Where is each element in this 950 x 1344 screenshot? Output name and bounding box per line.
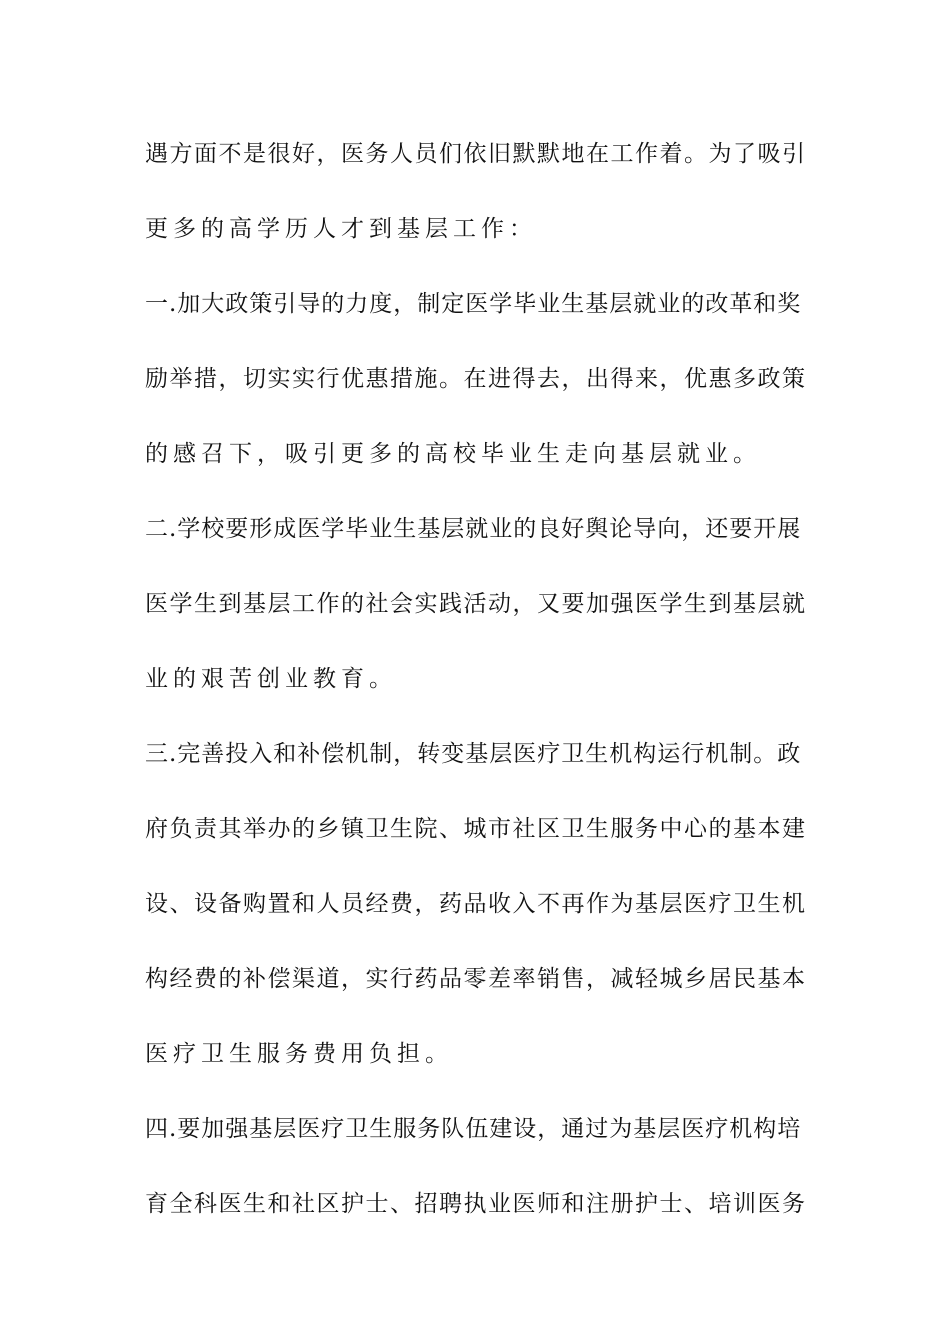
text-line: 设、设备购置和人员经费，药品收入不再作为基层医疗卫生机	[145, 891, 807, 917]
text-line: 四.要加强基层医疗卫生服务队伍建设，通过为基层医疗机构培	[145, 1116, 802, 1142]
text-line: 构经费的补偿渠道，实行药品零差率销售，减轻城乡居民基本	[145, 966, 807, 992]
text-line: 三.完善投入和补偿机制，转变基层医疗卫生机构运行机制。政	[145, 741, 802, 767]
text-line: 育全科医生和社区护士、招聘执业医师和注册护士、培训医务	[145, 1191, 807, 1217]
text-line: 更多的高学历人才到基层工作：	[145, 216, 537, 242]
text-line: 业的艰苦创业教育。	[145, 666, 397, 692]
text-line: 励举措，切实实行优惠措施。在进得去，出得来，优惠多政策	[145, 366, 807, 392]
text-line: 二.学校要形成医学毕业生基层就业的良好舆论导向，还要开展	[145, 516, 802, 542]
text-line: 医学生到基层工作的社会实践活动，又要加强医学生到基层就	[145, 591, 807, 617]
text-line: 府负责其举办的乡镇卫生院、城市社区卫生服务中心的基本建	[145, 816, 807, 842]
text-line: 一.加大政策引导的力度，制定医学毕业生基层就业的改革和奖	[145, 291, 802, 317]
text-line: 医疗卫生服务费用负担。	[145, 1041, 453, 1067]
text-line: 遇方面不是很好，医务人员们依旧默默地在工作着。为了吸引	[145, 141, 807, 167]
text-line: 的感召下，吸引更多的高校毕业生走向基层就业。	[145, 441, 761, 467]
